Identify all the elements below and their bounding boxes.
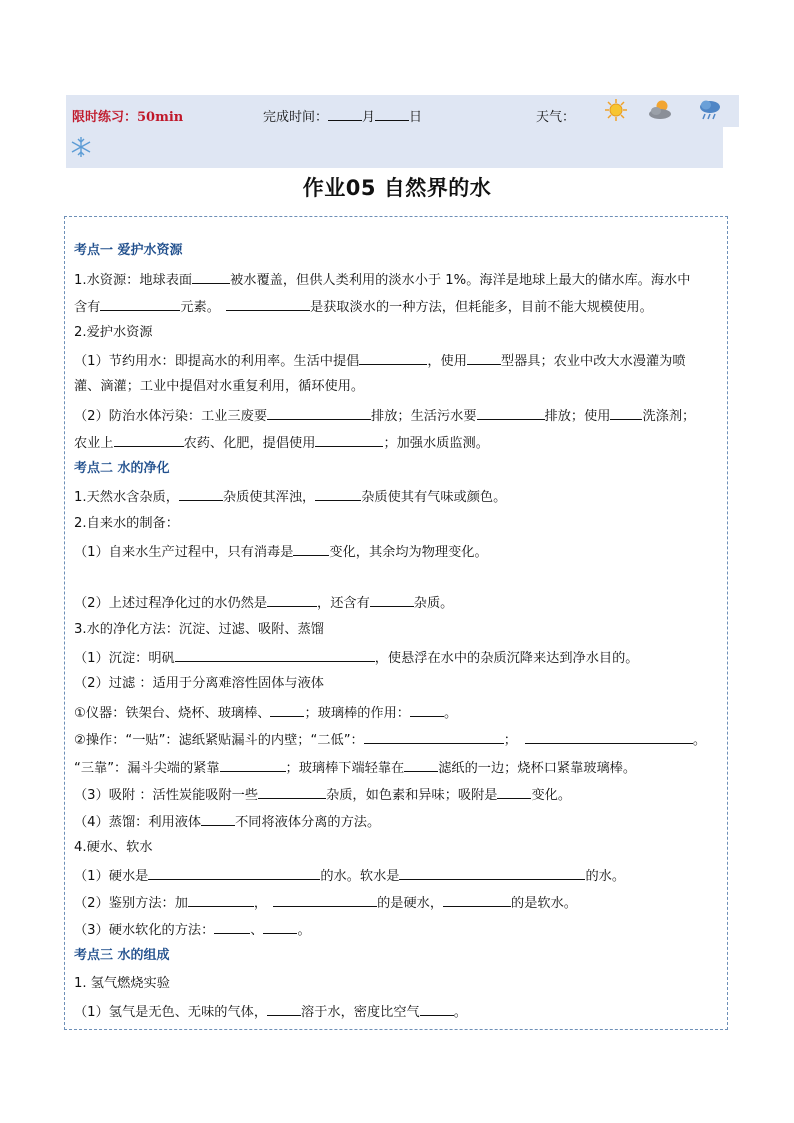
weather-label: 天气： [536,110,576,125]
answer-blank[interactable] [273,893,377,907]
text-line: 1.天然水含杂质， 杂质使其浑浊， 杂质使其有气味或颜色。 [74,487,506,507]
text-line: （2）上述过程净化过的水仍然是 ，还含有 杂质。 [74,593,453,613]
rain-cloud-icon [697,98,723,122]
text-line: （2）鉴别方法：加 ， 的是硬水， 的是软水。 [74,893,577,913]
answer-blank[interactable] [477,406,545,420]
answer-blank[interactable] [192,270,230,284]
answer-blank[interactable] [263,920,297,934]
text-line: （1）硬水是 的水。软水是 的水。 [74,866,625,886]
text-line: 灌、滴灌；工业中提倡对水重复利用，循环使用。 [74,379,365,394]
text-line: 1. 氢气燃烧实验 [74,976,170,991]
answer-blank[interactable] [315,487,361,501]
section-heading-1: 考点一 爱护水资源 [74,243,183,258]
answer-blank[interactable] [525,730,693,744]
answer-blank[interactable] [188,893,254,907]
time-limit-label: 限时练习：50min [72,110,184,125]
answer-blank[interactable] [610,406,642,420]
answer-blank[interactable] [315,433,383,447]
answer-blank[interactable] [267,1002,301,1016]
completion-time-label: 完成时间： [263,110,329,125]
month-label: 月 [362,110,376,125]
answer-blank[interactable] [410,703,444,717]
text-line: “三靠”：漏斗尖端的紧靠 ；玻璃棒下端轻靠在 滤纸的一边；烧杯口紧靠玻璃棒。 [74,758,636,778]
answer-blank[interactable] [114,433,184,447]
header-band-lower [66,127,723,168]
text-line: ②操作：“一贴”：滤纸紧贴漏斗的内壁；“二低”： ； 。 [74,730,706,750]
section-heading-3: 考点三 水的组成 [74,948,170,963]
text-line: （1）节约用水：即提高水的利用率。生活中提倡 ，使用 型器具；农业中改大水漫灌为喷 [74,351,686,371]
section-heading-2: 考点二 水的净化 [74,461,170,476]
text-line: （4）蒸馏：利用液体 不同将液体分离的方法。 [74,812,380,832]
answer-blank[interactable] [399,866,585,880]
month-blank [328,108,362,121]
answer-blank[interactable] [175,648,375,662]
partly-cloudy-icon [646,98,676,122]
answer-blank[interactable] [258,785,326,799]
text-line: 3.水的净化方法：沉淀、过滤、吸附、蒸馏 [74,622,324,637]
answer-blank[interactable] [420,1002,454,1016]
answer-blank[interactable] [370,593,414,607]
text-line: （2）防治水体污染：工业三废要 排放；生活污水要 排放；使用 洗涤剂； [74,406,695,426]
text-line: 含有 元素。 是获取淡水的一种方法，但耗能多，目前不能大规模使用。 [74,297,653,317]
text-line: （3）硬水软化的方法： 、 。 [74,920,311,940]
completion-time [263,106,422,125]
text-line: （1）氢气是无色、无味的气体， 溶于水，密度比空气 。 [74,1002,467,1022]
answer-blank[interactable] [148,866,320,880]
page-title: 作业05 自然界的水 [302,176,492,200]
sun-icon [603,98,629,122]
text-line: （1）沉淀：明矾 ，使悬浮在水中的杂质沉降来达到净水目的。 [74,648,638,668]
text-line: 2.自来水的制备： [74,516,179,531]
snowflake-icon [70,136,92,158]
text-line: （1）自来水生产过程中，只有消毒是 变化，其余均为物理变化。 [74,542,488,562]
text-line: 2.爱护水资源 [74,325,153,340]
text-line: 农业上 农药、化肥，提倡使用 ；加强水质监测。 [74,433,489,453]
day-label: 日 [409,110,423,125]
answer-blank[interactable] [179,487,223,501]
answer-blank[interactable] [201,812,235,826]
text-line: （3）吸附 ：活性炭能吸附一些 杂质，如色素和异味；吸附是 变化。 [74,785,571,805]
text-line: 4.硬水、软水 [74,840,153,855]
answer-blank[interactable] [293,542,329,556]
answer-blank[interactable] [226,297,310,311]
answer-blank[interactable] [443,893,511,907]
answer-blank[interactable] [267,406,371,420]
answer-blank[interactable] [467,351,501,365]
answer-blank[interactable] [270,703,304,717]
answer-blank[interactable] [100,297,180,311]
text-line: ①仪器：铁架台、烧杯、玻璃棒、 ；玻璃棒的作用： 。 [74,703,457,723]
text-line: 1.水资源：地球表面 被水覆盖，但供人类利用的淡水小于 1%。海洋是地球上最大的储水库。海水中 [74,270,690,290]
day-blank [375,108,409,121]
answer-blank[interactable] [359,351,427,365]
answer-blank[interactable] [220,758,286,772]
answer-blank[interactable] [497,785,531,799]
text-line: （2）过滤 ：适用于分离难溶性固体与液体 [74,676,324,691]
answer-blank[interactable] [364,730,504,744]
answer-blank[interactable] [404,758,438,772]
answer-blank[interactable] [214,920,250,934]
answer-blank[interactable] [267,593,317,607]
